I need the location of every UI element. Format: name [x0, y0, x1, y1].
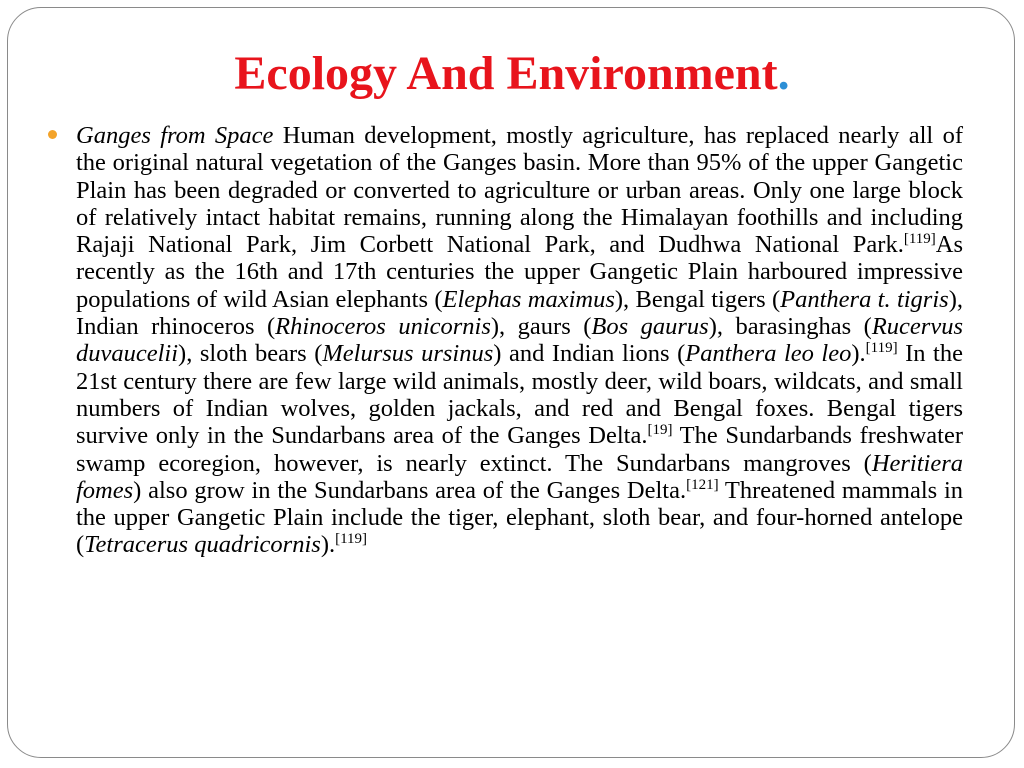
italic-term: Rhinoceros unicornis	[275, 313, 491, 341]
text-run: As recently as the 16th and 17th centuries the upper Gangetic Plain harboured impressive populations of wild Asian elephants (	[76, 231, 963, 313]
bullet-dot-icon	[48, 130, 57, 139]
italic-term: Bos gaurus	[591, 313, 709, 341]
citation-ref: [121]	[686, 476, 719, 493]
text-run: ), barasinghas (	[708, 313, 872, 341]
slide-title	[0, 44, 1024, 104]
italic-term: Melursus ursinus	[322, 340, 494, 368]
text-run: ), Bengal tigers (	[614, 285, 781, 313]
text-run: ) and Indian lions (	[493, 340, 686, 368]
text-run: ) also grow in the Sundarbans area of the Ganges Delta.	[133, 476, 687, 504]
citation-ref: [119]	[335, 531, 368, 548]
italic-term: Heritiera fomes	[76, 449, 963, 504]
citation-ref: [19]	[647, 422, 673, 439]
citation-ref: [119]	[865, 340, 898, 357]
text-run: ), Indian rhinoceros (	[76, 285, 963, 341]
bullet-paragraph	[76, 122, 963, 559]
italic-term: Panthera t. tigris	[780, 285, 949, 313]
slide-title-dot: .	[777, 47, 790, 100]
slide-title-text: Ecology And Environment	[234, 47, 778, 100]
italic-term: Panthera leo leo	[685, 340, 852, 368]
text-run: Human development, mostly agriculture, has replaced nearly all of the original natural vegetation of the Ganges basin. More than 95% of the upper Gangetic Plain has been degraded or converted to agriculture or urban areas. Only one large block of relatively intact habitat remains, running along the Himalayan foothills and including Rajaji National Park, Jim Corbett National Park, and Dudhwa National Park.	[76, 122, 963, 259]
text-run: Threatened mammals in the upper Gangetic Plain include the tiger, elephant, sloth bear, and four-horned antelope (	[76, 476, 964, 559]
text-run: In the 21st century there are few large wild animals, mostly deer, wild boars, wildcats, and small numbers of Indian wolves, golden jackals, and red and Bengal foxes. Bengal tigers survive only in the Sundarbans area of the Ganges Delta.	[76, 340, 963, 450]
italic-term: Elephas maximus	[442, 285, 615, 313]
text-run: ).	[320, 531, 336, 559]
italic-term: Ganges from Space	[76, 122, 274, 149]
text-run: The Sundarbands freshwater swamp ecoregion, however, is nearly extinct. The Sundarbans mangroves (	[76, 422, 963, 477]
italic-term: Rucervus duvaucelii	[76, 313, 963, 368]
text-run: ), sloth bears (	[178, 340, 323, 368]
text-run: ).	[851, 340, 866, 368]
italic-term: Tetracerus quadricornis	[84, 531, 321, 559]
citation-ref: [119]	[903, 231, 936, 248]
text-run: ), gaurs (	[490, 313, 592, 341]
